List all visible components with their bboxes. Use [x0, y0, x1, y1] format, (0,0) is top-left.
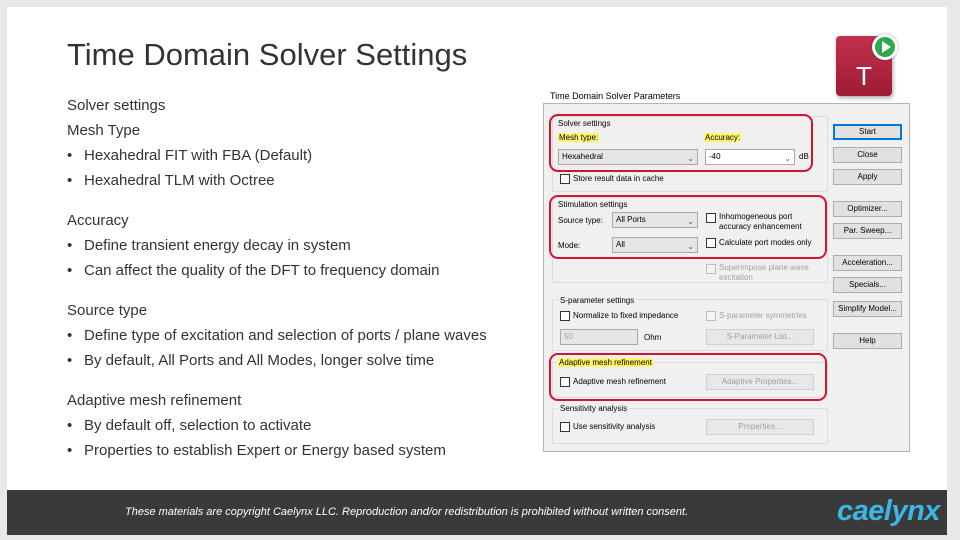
logo-letter: T: [856, 61, 872, 91]
spacer: [67, 283, 537, 298]
caelynx-logo: caelynx: [837, 495, 940, 527]
sparameter-symmetries-label: S-parameter symmetries: [719, 311, 807, 320]
solver-settings-highlight: [549, 114, 813, 172]
bullet-item: • By default off, selection to activate: [67, 413, 537, 438]
sparameter-settings-label: S-parameter settings: [560, 296, 635, 305]
accuracy-label: Accuracy:: [705, 133, 741, 142]
play-icon: [872, 34, 898, 60]
store-cache-label: Store result data in cache: [573, 174, 664, 183]
bullet-item: • Properties to establish Expert or Energy based system: [67, 438, 537, 463]
section-heading: Solver settings: [67, 97, 166, 114]
adaptive-mesh-group-label: Adaptive mesh refinement: [559, 358, 652, 367]
section-heading: Adaptive mesh refinement: [67, 392, 242, 409]
adaptive-properties-button[interactable]: Adaptive Properties...: [706, 374, 814, 390]
chevron-down-icon: ⌄: [687, 217, 694, 226]
sensitivity-properties-button[interactable]: Properties...: [706, 419, 814, 435]
optimizer-button[interactable]: Optimizer...: [833, 201, 902, 217]
sparameter-list-button[interactable]: S-Parameter List...: [706, 329, 814, 345]
superimpose-label-2: excitation: [719, 273, 753, 282]
chevron-down-icon: ⌄: [687, 154, 694, 163]
section-heading: Accuracy: [67, 212, 129, 229]
solver-settings-label: Solver settings: [558, 119, 611, 128]
par-sweep-button[interactable]: Par. Sweep...: [833, 223, 902, 239]
slide-content: [67, 93, 537, 463]
slide-title: Time Domain Solver Settings: [67, 37, 468, 72]
adaptive-mesh-label: Adaptive mesh refinement: [573, 377, 666, 386]
solver-parameters-dialog: [543, 103, 910, 452]
bullet-item: • Can affect the quality of the DFT to frequency domain: [67, 258, 537, 283]
mode-value: All: [616, 240, 625, 249]
accuracy-value: -40: [709, 152, 721, 161]
chevron-down-icon: ⌄: [784, 154, 791, 163]
start-button[interactable]: Start: [833, 124, 902, 140]
footer: [7, 490, 947, 535]
spacer: [67, 373, 537, 388]
source-type-label: Source type:: [558, 216, 603, 225]
simplify-model-button[interactable]: Simplify Model...: [833, 301, 902, 317]
dialog-title: Time Domain Solver Parameters: [550, 91, 681, 101]
impedance-input[interactable]: [560, 329, 638, 345]
mesh-type-label: Mesh type:: [559, 133, 599, 142]
help-button[interactable]: Help: [833, 333, 902, 349]
mesh-type-value: Hexahedral: [562, 152, 603, 161]
normalize-impedance-label: Normalize to fixed impedance: [573, 311, 679, 320]
impedance-value: 50: [564, 332, 573, 341]
mode-label: Mode:: [558, 241, 581, 250]
specials-button[interactable]: Specials...: [833, 277, 902, 293]
sensitivity-checkbox[interactable]: [560, 422, 570, 432]
bullet-item: • Define transient energy decay in system: [67, 233, 537, 258]
accuracy-unit: dB: [799, 152, 809, 161]
sparameter-symmetries-checkbox[interactable]: [706, 311, 716, 321]
sensitivity-label: Use sensitivity analysis: [573, 422, 656, 431]
chevron-down-icon: ⌄: [687, 242, 694, 251]
bullet-item: • Hexahedral FIT with FBA (Default): [67, 143, 537, 168]
bullet-item: • By default, All Ports and All Modes, longer solve time: [67, 348, 537, 373]
normalize-impedance-checkbox[interactable]: [560, 311, 570, 321]
impedance-unit: Ohm: [644, 333, 662, 342]
close-button[interactable]: Close: [833, 147, 902, 163]
copyright-notice: These materials are copyright Caelynx LLC. Reproduction and/or redistribution is prohibited without written consent.: [125, 506, 689, 518]
section-heading: Mesh Type: [67, 122, 141, 139]
adaptive-mesh-highlight: [549, 353, 827, 401]
apply-button[interactable]: Apply: [833, 169, 902, 185]
solver-logo: [836, 36, 892, 96]
bullet-item: • Hexahedral TLM with Octree: [67, 168, 537, 193]
superimpose-checkbox[interactable]: [706, 264, 716, 274]
store-cache-checkbox[interactable]: [560, 174, 570, 184]
stimulation-settings-highlight: [549, 195, 827, 259]
sensitivity-group-label: Sensitivity analysis: [560, 404, 628, 413]
calc-port-modes-label: Calculate port modes only: [719, 238, 812, 247]
inhomogeneous-port-label-2: accuracy enhancement: [719, 222, 802, 231]
source-type-value: All Ports: [616, 215, 646, 224]
superimpose-label: Superimpose plane wave: [719, 263, 809, 272]
inhomogeneous-port-label: Inhomogeneous port: [719, 212, 793, 221]
section-heading: Source type: [67, 302, 148, 319]
acceleration-button[interactable]: Acceleration...: [833, 255, 902, 271]
stimulation-settings-label: Stimulation settings: [558, 200, 628, 209]
bullet-item: • Define type of excitation and selection of ports / plane waves: [67, 323, 537, 348]
spacer: [67, 193, 537, 208]
